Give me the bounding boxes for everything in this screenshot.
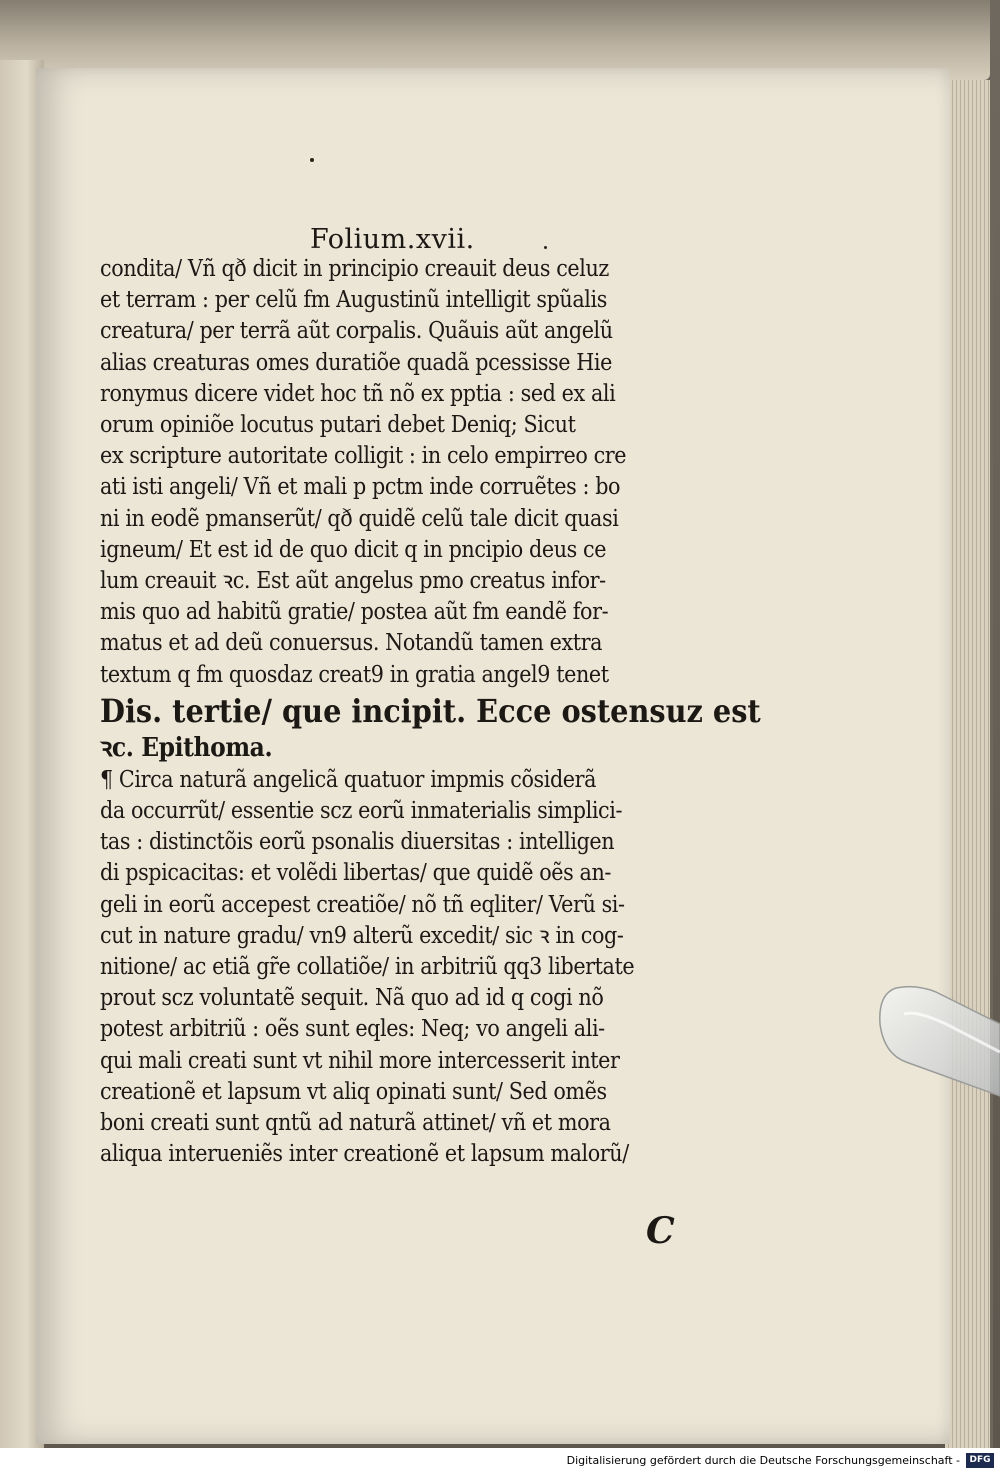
text-line: et terram : per celũ fm Augustinũ intelligit spũalis: [100, 287, 607, 314]
text-line: aliqua interueniẽs inter creationẽ et lapsum malorũ/: [100, 1141, 629, 1168]
text-line: creatura/ per terrã aũt corpalis. Quãuis aũt angelũ: [100, 318, 613, 345]
text-line: nitione/ ac etiã gr̃e collatiõe/ in arbitriũ qq3 libertate: [100, 954, 635, 981]
text-lines-top: [100, 254, 730, 691]
epitome-heading: ꝛc. Epithoma.: [100, 732, 273, 763]
text-line: orum opiniõe locutus putari debet Deniq; Sicut: [100, 412, 576, 439]
text-line: cut in nature gradu/ vn9 alterũ excedit/ sic ꝛ in cog-: [100, 922, 624, 949]
page-header: Folium.xvii.: [310, 224, 475, 255]
text-line: ni in eodẽ pmanserũt/ qð quidẽ celũ tale dicit quasi: [100, 505, 619, 532]
text-line: ¶ Circa naturã angelicã quatuor impmis cõsiderã: [100, 766, 597, 793]
text-line: ex scripture autoritate colligit : in celo empirreo cre: [100, 443, 627, 470]
dfg-logo: DFG: [966, 1453, 994, 1468]
text-line: lum creauit ꝛc. Est aũt angelus pmo creatus infor-: [100, 568, 606, 595]
signature-mark: C: [646, 1210, 675, 1252]
text-line: ati isti angeli/ Vñ et mali p pctm inde corruẽtes : bo: [100, 474, 621, 501]
distinction-heading: Dis. tertie/ que incipit. Ecce ostensuz est: [100, 691, 761, 730]
text-line: qui mali creati sunt vt nihil more intercesserit inter: [100, 1047, 620, 1074]
text-lines-bottom: [100, 765, 730, 1171]
text-line: geli in eorũ accepest creatiõe/ nõ tñ eqliter/ Verũ si-: [100, 891, 625, 918]
text-line: di pspicacitas: et volẽdi libertas/ que quidẽ oẽs an-: [100, 860, 611, 887]
text-line: textum q fm quosdaz creat9 in gratia angel9 tenet: [100, 661, 609, 688]
ink-speck: [310, 158, 314, 162]
text-line: ronymus dicere videt hoc tñ nõ ex pptia : sed ex ali: [100, 380, 616, 407]
text-line: potest arbitriũ : oẽs sunt eqles: Neq; vo angeli ali-: [100, 1016, 605, 1043]
text-line: igneum/ Et est id de quo dicit q in pncipio deus ce: [100, 536, 607, 563]
text-line: matus et ad deũ conuersus. Notandũ tamen extra: [100, 630, 603, 657]
text-line: boni creati sunt qntũ ad naturã attinet/ vñ et mora: [100, 1110, 611, 1137]
text-line: tas : distinctõis eorũ psonalis diuersitas : intelligen: [100, 829, 615, 856]
text-line: condita/ Vñ qð dicit in principio creauit deus celuz: [100, 256, 609, 282]
funding-credit: Digitalisierung gefördert durch die Deutsche Forschungsgemeinschaft -: [566, 1454, 960, 1467]
text-line: creationẽ et lapsum vt aliq opinati sunt/ Sed omẽs: [100, 1078, 607, 1105]
text-line: da occurrũt/ essentie scz eorũ inmaterialis simplici-: [100, 798, 623, 825]
text-line: alias creaturas omes duratiõe quadã pcessisse Hie: [100, 349, 612, 376]
text-line: mis quo ad habitũ gratie/ postea aũt fm eandẽ for-: [100, 599, 609, 626]
page-fore-edges: [945, 80, 993, 1448]
page-text: [100, 224, 761, 1170]
footer-bar: [0, 1448, 1000, 1478]
page-clip: [876, 984, 1000, 1108]
text-line: prout scz voluntatẽ sequit. Nã quo ad id q cogi nõ: [100, 985, 604, 1012]
